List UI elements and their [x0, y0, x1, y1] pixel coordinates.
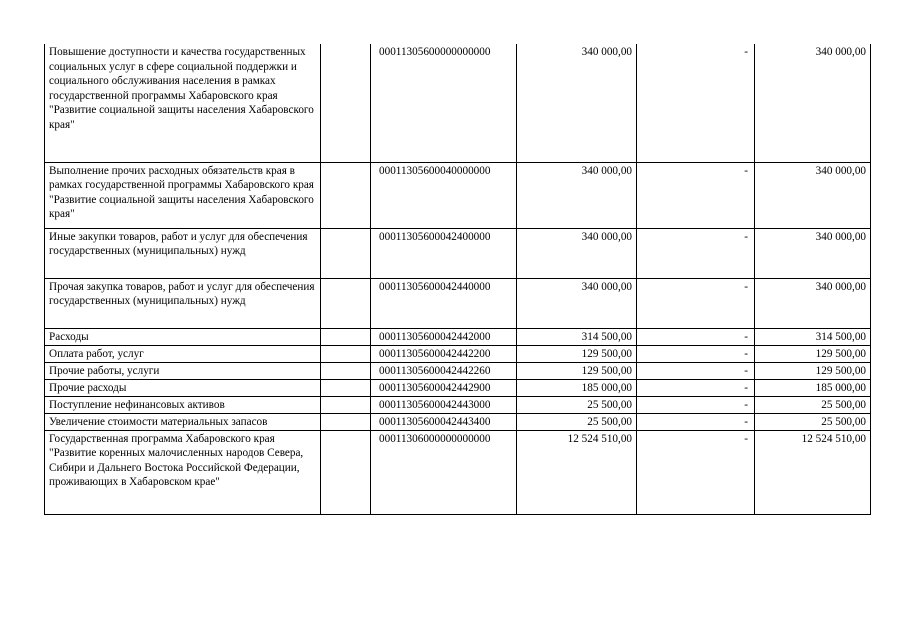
row-approved-amount: 314 500,00 — [517, 328, 637, 345]
row-executed-amount: - — [637, 278, 755, 328]
table-row — [45, 278, 871, 328]
row-blank-cell — [321, 430, 371, 514]
row-code: 00011305600042440000 — [371, 278, 517, 328]
row-blank-cell — [321, 328, 371, 345]
row-blank-cell — [321, 396, 371, 413]
row-executed-amount: - — [637, 396, 755, 413]
row-unexecuted-amount: 340 000,00 — [755, 162, 871, 228]
row-approved-amount: 12 524 510,00 — [517, 430, 637, 514]
table-row — [45, 162, 871, 228]
row-executed-amount: - — [637, 228, 755, 278]
row-executed-amount: - — [637, 44, 755, 162]
row-name: Выполнение прочих расходных обязательств края в рамках государственной программы Хабаровского края "Развитие социальной защиты населения Хабаровского края" — [45, 162, 321, 228]
table-row — [45, 430, 871, 514]
row-approved-amount: 25 500,00 — [517, 413, 637, 430]
row-executed-amount: - — [637, 162, 755, 228]
row-blank-cell — [321, 162, 371, 228]
table-row — [45, 379, 871, 396]
table-body — [45, 44, 871, 514]
row-approved-amount: 340 000,00 — [517, 162, 637, 228]
row-approved-amount: 129 500,00 — [517, 362, 637, 379]
row-name: Повышение доступности и качества государственных социальных услуг в сфере социальной поддержки и социального обслуживания населения в рамках государственной программы Хабаровского края "Развитие социальной защиты населения Хабаровского края" — [45, 44, 321, 162]
row-executed-amount: - — [637, 379, 755, 396]
row-code: 00011305600042443000 — [371, 396, 517, 413]
row-unexecuted-amount: 340 000,00 — [755, 228, 871, 278]
row-executed-amount: - — [637, 413, 755, 430]
row-approved-amount: 340 000,00 — [517, 278, 637, 328]
row-blank-cell — [321, 44, 371, 162]
row-executed-amount: - — [637, 328, 755, 345]
table-row — [45, 228, 871, 278]
row-code: 00011306000000000000 — [371, 430, 517, 514]
row-unexecuted-amount: 129 500,00 — [755, 362, 871, 379]
row-name: Увеличение стоимости материальных запасов — [45, 413, 321, 430]
row-approved-amount: 340 000,00 — [517, 228, 637, 278]
row-blank-cell — [321, 345, 371, 362]
row-code: 00011305600042400000 — [371, 228, 517, 278]
row-unexecuted-amount: 25 500,00 — [755, 396, 871, 413]
row-name: Государственная программа Хабаровского края "Развитие коренных малочисленных народов Севера, Сибири и Дальнего Востока Российской Федерации, проживающих в Хабаровском крае" — [45, 430, 321, 514]
row-blank-cell — [321, 413, 371, 430]
row-code: 00011305600040000000 — [371, 162, 517, 228]
row-unexecuted-amount: 129 500,00 — [755, 345, 871, 362]
row-blank-cell — [321, 379, 371, 396]
row-name: Оплата работ, услуг — [45, 345, 321, 362]
row-code: 00011305600042443400 — [371, 413, 517, 430]
row-unexecuted-amount: 185 000,00 — [755, 379, 871, 396]
row-approved-amount: 25 500,00 — [517, 396, 637, 413]
table-row — [45, 44, 871, 162]
table-row — [45, 328, 871, 345]
budget-execution-table — [44, 44, 871, 515]
row-approved-amount: 185 000,00 — [517, 379, 637, 396]
row-name: Прочие расходы — [45, 379, 321, 396]
row-executed-amount: - — [637, 362, 755, 379]
row-code: 00011305600042442200 — [371, 345, 517, 362]
table-row — [45, 396, 871, 413]
row-executed-amount: - — [637, 345, 755, 362]
row-blank-cell — [321, 228, 371, 278]
row-code: 00011305600042442900 — [371, 379, 517, 396]
row-name: Прочая закупка товаров, работ и услуг для обеспечения государственных (муниципальных) нужд — [45, 278, 321, 328]
row-unexecuted-amount: 314 500,00 — [755, 328, 871, 345]
row-blank-cell — [321, 278, 371, 328]
table-row — [45, 413, 871, 430]
row-name: Поступление нефинансовых активов — [45, 396, 321, 413]
row-name: Прочие работы, услуги — [45, 362, 321, 379]
table-row — [45, 362, 871, 379]
row-code: 00011305600042442000 — [371, 328, 517, 345]
row-code: 00011305600042442260 — [371, 362, 517, 379]
row-executed-amount: - — [637, 430, 755, 514]
row-blank-cell — [321, 362, 371, 379]
row-unexecuted-amount: 340 000,00 — [755, 278, 871, 328]
row-approved-amount: 129 500,00 — [517, 345, 637, 362]
table-row — [45, 345, 871, 362]
row-unexecuted-amount: 12 524 510,00 — [755, 430, 871, 514]
row-approved-amount: 340 000,00 — [517, 44, 637, 162]
row-code: 00011305600000000000 — [371, 44, 517, 162]
row-unexecuted-amount: 340 000,00 — [755, 44, 871, 162]
row-unexecuted-amount: 25 500,00 — [755, 413, 871, 430]
row-name: Расходы — [45, 328, 321, 345]
row-name: Иные закупки товаров, работ и услуг для обеспечения государственных (муниципальных) нужд — [45, 228, 321, 278]
